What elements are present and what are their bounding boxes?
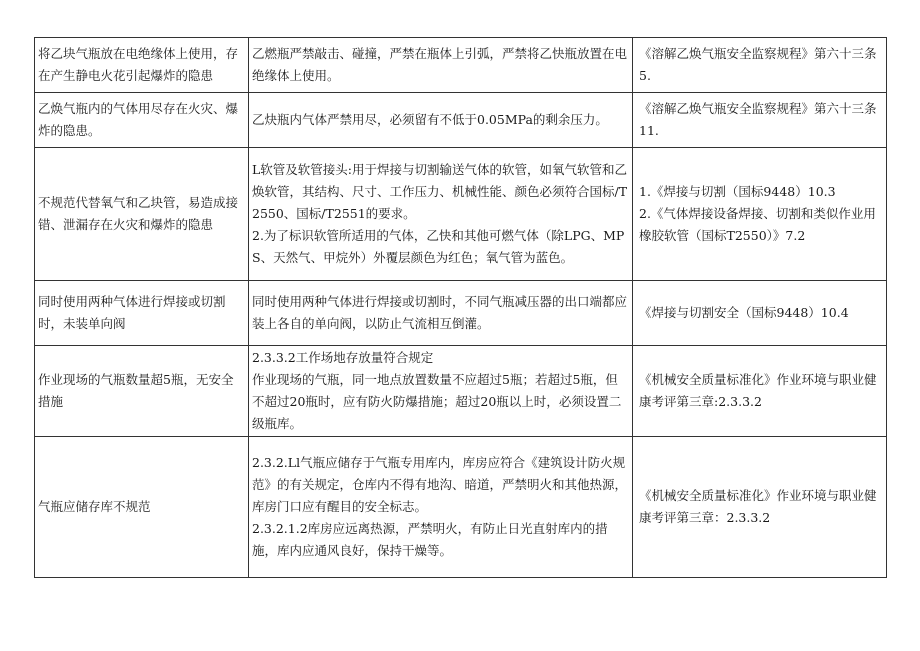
requirement-text: 2.3.3.2工作场地存放量符合规定: [252, 350, 434, 365]
hazard-text: 气瓶应储存库不规范: [38, 499, 151, 514]
table-row: [35, 38, 887, 93]
basis-cell: [633, 346, 887, 437]
requirement-cell: [249, 93, 633, 148]
requirement-text: 2.3.2.Ll气瓶应储存于气瓶专用库内，库房应符合《建筑设计防火规范》的有关规定，仓库内不得有地沟、暗道，严禁明火和其他热源，库房门口应有醒目的安全标志。: [252, 455, 628, 514]
requirement-text: 乙炔瓶内气体严禁用尽，必须留有不低于0.05MPa的剩余压力。: [252, 112, 608, 127]
basis-text: 《焊接与切割安全（国标9448）10.4: [639, 305, 849, 320]
hazard-text: 乙焕气瓶内的气体用尽存在火灾、爆炸的隐患。: [38, 101, 239, 138]
hazard-text: 不规范代替氧气和乙块管，易造成接错、泄漏存在火灾和爆炸的隐患: [38, 195, 239, 232]
requirement-cell: [249, 281, 633, 346]
requirement-text: 2.3.2.1.2库房应远离热源，严禁明火，有防止日光直射库内的措施，库内应通风良好，保持干燥等。: [252, 521, 608, 558]
basis-text: 《机械安全质量标准化》作业环境与职业健康考评第三章:2.3.3.2: [639, 372, 877, 409]
table-row: [35, 93, 887, 148]
hazard-cell: [35, 38, 249, 93]
hazard-cell: [35, 437, 249, 578]
requirement-cell: [249, 346, 633, 437]
basis-text: 《溶解乙焕气瓶安全监察规程》第六十三条5.: [639, 46, 877, 83]
hazard-cell: [35, 93, 249, 148]
hazard-cell: [35, 148, 249, 281]
requirement-text: 乙燃瓶严禁敲击、碰撞，严禁在瓶体上引弧，严禁将乙快瓶放置在电绝缘体上使用。: [252, 46, 628, 83]
table-row: [35, 437, 887, 578]
basis-text: 1.《焊接与切割（国标9448）10.3: [639, 184, 836, 199]
hazard-text: 作业现场的气瓶数量超5瓶，无安全措施: [38, 372, 234, 409]
requirement-text: L软管及软管接头:用于焊接与切割输送气体的软管，如氧气软管和乙焕软管，其结构、尺寸、工作压力、机械性能、颜色必须符合国标/T2550、国标/T2551的要求。: [252, 162, 628, 221]
requirement-text: 2.为了标识软管所适用的气体，乙快和其他可燃气体（除LPG、MPS、天然气、甲烷外）外覆层颜色为红色；氧气管为蓝色。: [252, 228, 625, 265]
table-row: [35, 148, 887, 281]
basis-text: 《溶解乙焕气瓶安全监察规程》第六十三条11.: [639, 101, 877, 138]
basis-text: 2.《气体焊接设备焊接、切割和类似作业用橡胶软管（国标T2550）》7.2: [639, 206, 876, 243]
requirement-cell: [249, 38, 633, 93]
requirement-cell: [249, 148, 633, 281]
basis-cell: [633, 281, 887, 346]
basis-cell: [633, 437, 887, 578]
requirement-cell: [249, 437, 633, 578]
basis-text: 《机械安全质量标准化》作业环境与职业健康考评第三章：2.3.3.2: [639, 488, 877, 525]
basis-cell: [633, 38, 887, 93]
hazard-cell: [35, 346, 249, 437]
table-row: [35, 346, 887, 437]
hazard-table: [34, 37, 887, 578]
requirement-text: 同时使用两种气体进行焊接或切割时，不同气瓶减压器的出口端都应装上各自的单向阀，以防止气流相互倒灌。: [252, 294, 628, 331]
hazard-cell: [35, 281, 249, 346]
hazard-text: 将乙块气瓶放在电绝缘体上使用，存在产生静电火花引起爆炸的隐患: [38, 46, 239, 83]
basis-cell: [633, 93, 887, 148]
basis-cell: [633, 148, 887, 281]
hazard-text: 同时使用两种气体进行焊接或切割时，未装单向阀: [38, 294, 226, 331]
table-row: [35, 281, 887, 346]
requirement-text: 作业现场的气瓶，同一地点放置数量不应超过5瓶；若超过5瓶，但不超过20瓶时，应有防火防爆措施；超过20瓶以上时，必须设置二级瓶库。: [252, 372, 622, 431]
